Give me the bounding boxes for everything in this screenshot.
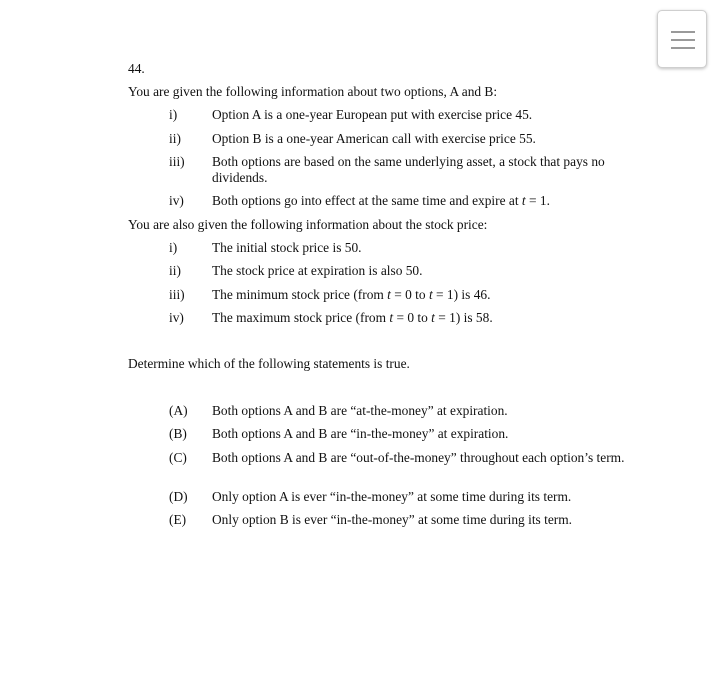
stock-item-number: ii) <box>169 263 181 278</box>
answer-text: Both options A and B are “out-of-the-money” throughout each option’s term. <box>212 450 625 465</box>
answer-text: Only option A is ever “in-the-money” at some time during its term. <box>212 489 572 504</box>
answer-label: (D) <box>169 489 188 504</box>
stock-item-text-part: The minimum stock price (from <box>212 287 388 302</box>
option-item-number: iv) <box>169 193 184 208</box>
option-item-number: ii) <box>169 131 181 146</box>
answer-text: Both options A and B are “in-the-money” at expiration. <box>212 426 509 441</box>
stock-item-number: iv) <box>169 310 184 325</box>
variable-t: t <box>428 287 433 302</box>
option-item-text: Option A is a one-year European put with exercise price 45. <box>212 107 533 122</box>
answer-label: (A) <box>169 403 188 418</box>
stock-item-number: i) <box>169 240 178 255</box>
variable-t: t <box>521 193 526 208</box>
answer-label: (E) <box>169 512 187 527</box>
option-item-text <box>212 193 642 209</box>
option-item-text: Both options are based on the same underlying asset, a stock that pays no dividends. <box>212 154 605 185</box>
stock-item-text-part: = 0 to <box>390 287 429 302</box>
variable-t: t <box>431 310 435 325</box>
option-item-text-part: = 1. <box>525 193 550 208</box>
option-item-number: iii) <box>169 154 185 169</box>
stock-item-number: iii) <box>169 287 185 302</box>
option-item-text: Option B is a one-year American call with exercise price 55. <box>212 131 536 146</box>
stock-item-text-part: = 1) is 46. <box>432 287 491 302</box>
stock-item-text-part: The maximum stock price (from <box>212 310 390 325</box>
stock-item-text <box>212 310 642 326</box>
prompt-text: Determine which of the following statements is true. <box>128 356 410 371</box>
stock-item-text <box>212 287 642 303</box>
option-item-text-part: Both options go into effect at the same time and expire at <box>212 193 522 208</box>
answer-label: (C) <box>169 450 187 465</box>
question-number: 44. <box>128 61 145 76</box>
stock-intro-text: You are also given the following information about the stock price: <box>128 217 488 232</box>
stock-item-text-part: = 0 to <box>393 310 432 325</box>
intro-text: You are given the following information about two options, A and B: <box>128 84 498 99</box>
stock-item-text-part: = 1) is 58. <box>434 310 493 325</box>
option-item-number: i) <box>169 107 178 122</box>
answer-text: Only option B is ever “in-the-money” at some time during its term. <box>212 512 572 527</box>
answer-text: Both options A and B are “at-the-money” at expiration. <box>212 403 508 418</box>
variable-t: t <box>387 287 391 302</box>
variable-t: t <box>389 310 394 325</box>
answer-label: (B) <box>169 426 187 441</box>
stock-item-text: The stock price at expiration is also 50. <box>212 263 423 278</box>
stock-item-text: The initial stock price is 50. <box>212 240 362 255</box>
